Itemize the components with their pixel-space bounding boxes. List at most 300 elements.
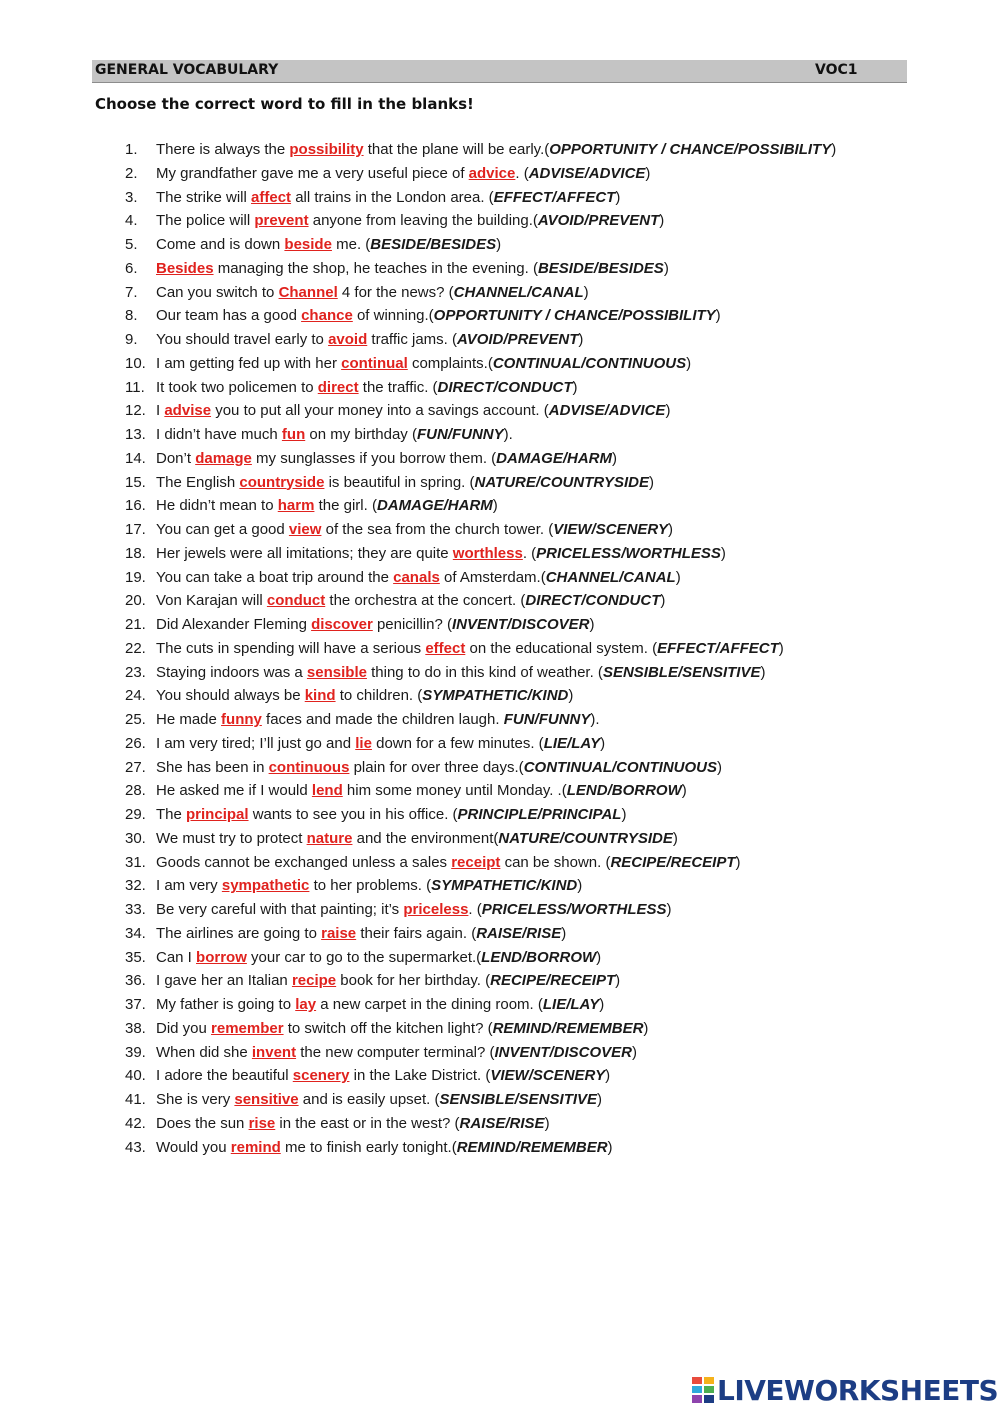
list-item xyxy=(0,1017,1000,1041)
sentence-before: Goods cannot be exchanged unless a sales xyxy=(156,853,452,871)
answer-word: sympathetic xyxy=(221,877,310,895)
sentence-after: a new carpet in the dining room. ( xyxy=(316,996,543,1013)
sentence-after: my sunglasses if you borrow them. ( xyxy=(251,449,497,467)
sentence-before: The police will xyxy=(156,212,255,230)
item-number: 41. xyxy=(125,1091,146,1108)
answer-options: LIE/LAY xyxy=(542,996,600,1013)
list-item xyxy=(0,993,1000,1017)
answer-word: advise xyxy=(164,402,212,420)
closing-punctuation: ) xyxy=(660,592,666,610)
answer-word: lie xyxy=(355,734,372,752)
closing-punctuation: ) xyxy=(615,972,621,990)
closing-punctuation: ) xyxy=(665,402,671,420)
answer-word: advice xyxy=(468,164,516,182)
closing-punctuation: ) xyxy=(578,331,584,348)
list-item xyxy=(0,304,1000,328)
closing-punctuation: ) xyxy=(544,1114,550,1132)
answer-word: borrow xyxy=(196,948,247,966)
list-item xyxy=(0,708,1000,732)
sentence-after: the new computer terminal? ( xyxy=(296,1043,495,1061)
list-item xyxy=(0,732,1000,756)
list-item xyxy=(0,922,1000,946)
answer-options: OPPORTUNITY / CHANCE/POSSIBILITY xyxy=(549,141,832,158)
closing-punctuation: ) xyxy=(686,354,692,372)
sentence-before: I am very tired; I’ll just go and xyxy=(156,734,356,752)
item-sentence xyxy=(156,257,669,281)
item-number: 12. xyxy=(125,402,146,420)
item-number: 26. xyxy=(125,734,146,752)
sentence-after: your car to go to the supermarket.( xyxy=(246,948,482,966)
list-item xyxy=(0,898,1000,922)
item-sentence xyxy=(156,304,721,328)
sentence-after: of the sea from the church tower. ( xyxy=(321,521,554,538)
item-sentence xyxy=(156,827,678,851)
list-item xyxy=(0,447,1000,471)
answer-options: LEND/BORROW xyxy=(481,948,597,966)
sentence-before: There is always the xyxy=(156,141,290,158)
answer-word: nature xyxy=(306,829,353,847)
sentence-after: me. ( xyxy=(331,236,371,253)
answer-word: remember xyxy=(211,1019,284,1037)
item-number: 38. xyxy=(125,1019,146,1037)
answer-options: FUN/FUNNY xyxy=(416,426,504,443)
list-item xyxy=(0,684,1000,708)
sentence-before: Be very careful with that painting; it’s xyxy=(156,901,404,918)
liveworksheets-logo-text: LIVEWORKSHEETS xyxy=(717,1373,999,1407)
closing-punctuation: ) xyxy=(496,236,502,253)
answer-word: sensible xyxy=(306,663,367,681)
answer-options: RECIPE/RECEIPT xyxy=(610,853,736,871)
list-item xyxy=(0,162,1000,186)
sentence-before: The airlines are going to xyxy=(156,924,322,942)
answer-options: DIRECT/CONDUCT xyxy=(437,378,573,396)
list-item xyxy=(0,494,1000,518)
closing-punctuation: ) xyxy=(648,473,654,491)
sentence-after: you to put all your money into a savings account. ( xyxy=(211,402,549,420)
sentence-before: The English xyxy=(156,473,240,491)
closing-punctuation: ) xyxy=(632,1043,638,1061)
sentence-before: I didn’t have much xyxy=(156,426,282,443)
answer-options: ADVISE/ADVICE xyxy=(528,164,646,182)
item-sentence xyxy=(156,1041,637,1065)
item-number: 9. xyxy=(125,331,138,348)
closing-punctuation: ) xyxy=(597,1091,603,1108)
item-number: 16. xyxy=(125,497,146,515)
sentence-before: Her jewels were all imitations; they are quite xyxy=(156,544,453,562)
answer-options: LEND/BORROW xyxy=(566,782,682,800)
sentence-after: all trains in the London area. ( xyxy=(291,188,494,206)
item-sentence xyxy=(156,803,626,827)
instructions: Choose the correct word to fill in the blanks! xyxy=(95,95,474,113)
answer-word: chance xyxy=(301,307,353,325)
sentence-before: Come and is down xyxy=(156,236,285,253)
answer-word: affect xyxy=(251,188,292,206)
item-sentence xyxy=(156,447,617,471)
sentence-before: When did she xyxy=(156,1043,252,1061)
item-sentence xyxy=(156,708,600,732)
answer-word: harm xyxy=(277,497,315,515)
answer-options: PRICELESS/WORTHLESS xyxy=(481,901,667,918)
sentence-before: It took two policemen to xyxy=(156,378,318,396)
item-sentence xyxy=(156,566,681,590)
item-number: 34. xyxy=(125,924,146,942)
item-number: 27. xyxy=(125,758,146,776)
item-sentence xyxy=(156,233,501,257)
answer-word: canals xyxy=(393,568,440,586)
answer-word: damage xyxy=(195,449,252,467)
closing-punctuation: ) xyxy=(645,164,651,182)
answer-options: PRICELESS/WORTHLESS xyxy=(536,544,721,562)
sentence-after: in the Lake District. ( xyxy=(349,1067,491,1085)
list-item xyxy=(0,1088,1000,1112)
sentence-before: Did Alexander Fleming xyxy=(156,616,312,633)
item-number: 28. xyxy=(125,782,146,800)
answer-options: SENSIBLE/SENSITIVE xyxy=(439,1091,598,1108)
sentence-after: in the east or in the west? ( xyxy=(275,1114,460,1132)
answer-word: funny xyxy=(221,711,262,728)
closing-punctuation: ) xyxy=(681,782,687,800)
item-sentence xyxy=(156,138,836,162)
list-item xyxy=(0,376,1000,400)
sentence-after: managing the shop, he teaches in the evening. ( xyxy=(213,259,538,277)
item-number: 10. xyxy=(125,354,146,372)
answer-word: possibility xyxy=(289,141,364,158)
item-number: 19. xyxy=(125,568,146,586)
item-number: 37. xyxy=(125,996,146,1013)
answer-options: AVOID/PREVENT xyxy=(537,212,660,230)
sentence-before: Our team has a good xyxy=(156,307,302,325)
answer-options: RAISE/RISE xyxy=(476,924,562,942)
list-item xyxy=(0,803,1000,827)
sentence-before: Staying indoors was a xyxy=(156,663,307,681)
item-number: 21. xyxy=(125,616,146,633)
sentence-before: My father is going to xyxy=(156,996,296,1013)
item-number: 8. xyxy=(125,307,138,325)
item-number: 1. xyxy=(125,141,138,158)
item-number: 15. xyxy=(125,473,146,491)
list-item xyxy=(0,423,1000,447)
answer-options: DAMAGE/HARM xyxy=(376,497,493,515)
worksheet-title: GENERAL VOCABULARY xyxy=(95,62,279,78)
item-sentence xyxy=(156,756,722,780)
answer-word: Besides xyxy=(156,259,214,277)
sentence-after: me to finish early tonight.( xyxy=(280,1138,457,1156)
answer-word: principal xyxy=(186,806,249,823)
sentence-before: I adore the beautiful xyxy=(156,1067,293,1085)
closing-punctuation: ) xyxy=(605,1067,611,1085)
item-number: 32. xyxy=(125,877,146,895)
item-number: 31. xyxy=(125,853,146,871)
closing-punctuation: ) xyxy=(663,259,669,277)
item-number: 18. xyxy=(125,544,146,562)
answer-options: EFFECT/AFFECT xyxy=(493,188,616,206)
answer-word: receipt xyxy=(451,853,501,871)
closing-punctuation: ) xyxy=(717,758,723,776)
item-number: 17. xyxy=(125,521,146,538)
item-number: 5. xyxy=(125,236,138,253)
item-number: 14. xyxy=(125,449,146,467)
sentence-before: The cuts in spending will have a serious xyxy=(156,639,426,657)
sentence-before: You can get a good xyxy=(156,521,289,538)
sentence-before: The xyxy=(156,806,187,823)
item-sentence xyxy=(156,494,498,518)
sentence-after: . ( xyxy=(468,901,482,918)
sentence-before: Can you switch to xyxy=(156,283,279,301)
sentence-after: the traffic. ( xyxy=(358,378,438,396)
answer-options: CONTINUAL/CONTINUOUS xyxy=(523,758,718,776)
item-number: 39. xyxy=(125,1043,146,1061)
closing-punctuation: ) xyxy=(611,449,617,467)
answer-options: PRINCIPLE/PRINCIPAL xyxy=(457,806,622,823)
list-item xyxy=(0,257,1000,281)
sentence-after: that the plane will be early.( xyxy=(363,141,550,158)
closing-punctuation: ) xyxy=(572,378,578,396)
answer-word: scenery xyxy=(292,1067,350,1085)
item-number: 25. xyxy=(125,711,146,728)
sentence-before: Would you xyxy=(156,1138,231,1156)
answer-word: discover xyxy=(311,616,373,633)
sentence-after: complaints.( xyxy=(407,354,493,372)
item-sentence xyxy=(156,281,589,305)
item-number: 23. xyxy=(125,663,146,681)
item-sentence xyxy=(156,471,654,495)
sentence-before: I am getting fed up with her xyxy=(156,354,342,372)
answer-word: fun xyxy=(281,426,306,443)
closing-punctuation: ) xyxy=(561,924,567,942)
list-item xyxy=(0,756,1000,780)
closing-punctuation: ) xyxy=(666,901,672,918)
list-item xyxy=(0,851,1000,875)
sentence-after: on the educational system. ( xyxy=(465,639,658,657)
list-item xyxy=(0,471,1000,495)
item-sentence xyxy=(156,946,601,970)
item-sentence xyxy=(156,376,578,400)
answer-options: CONTINUAL/CONTINUOUS xyxy=(492,354,687,372)
answer-word: recipe xyxy=(291,972,337,990)
answer-word: lay xyxy=(295,996,317,1013)
answer-word: kind xyxy=(304,687,336,705)
sentence-before: He asked me if I would xyxy=(156,782,312,800)
list-item xyxy=(0,399,1000,423)
sentence-after: to children. ( xyxy=(335,687,423,705)
closing-punctuation: ) xyxy=(760,663,766,681)
item-sentence xyxy=(156,1088,602,1112)
item-sentence xyxy=(156,186,620,210)
list-item xyxy=(0,779,1000,803)
closing-punctuation: ) xyxy=(596,948,602,966)
answer-options: NATURE/COUNTRYSIDE xyxy=(498,829,673,847)
list-item xyxy=(0,946,1000,970)
list-item xyxy=(0,969,1000,993)
answer-word: rise xyxy=(248,1114,276,1132)
sentence-after: penicillin? ( xyxy=(372,616,452,633)
answer-word: invent xyxy=(251,1043,297,1061)
closing-punctuation: ). xyxy=(503,426,513,443)
sentence-before: I xyxy=(156,402,165,420)
item-number: 40. xyxy=(125,1067,146,1085)
list-item xyxy=(0,1112,1000,1136)
list-item xyxy=(0,209,1000,233)
answer-options: INVENT/DISCOVER xyxy=(494,1043,633,1061)
answer-options: DIRECT/CONDUCT xyxy=(525,592,661,610)
sentence-before: She has been in xyxy=(156,758,269,776)
answer-word: countryside xyxy=(239,473,325,491)
list-item xyxy=(0,542,1000,566)
item-sentence xyxy=(156,637,784,661)
list-item xyxy=(0,518,1000,542)
sentence-after: down for a few minutes. ( xyxy=(371,734,544,752)
sentence-after: is beautiful in spring. ( xyxy=(324,473,475,491)
sentence-after: him some money until Monday. .( xyxy=(342,782,567,800)
answer-word: remind xyxy=(230,1138,281,1156)
sentence-after: . ( xyxy=(522,544,537,562)
item-sentence xyxy=(156,732,605,756)
closing-punctuation: ). xyxy=(590,711,600,728)
closing-punctuation: ) xyxy=(715,307,721,325)
sentence-after: faces and made the children laugh. xyxy=(261,711,504,728)
item-sentence xyxy=(156,922,566,946)
sentence-before: The strike will xyxy=(156,188,252,206)
answer-word: worthless xyxy=(452,544,523,562)
answer-options: CHANNEL/CANAL xyxy=(545,568,676,586)
liveworksheets-logo xyxy=(692,1373,998,1407)
item-number: 43. xyxy=(125,1138,146,1156)
sentence-after: to switch off the kitchen light? ( xyxy=(283,1019,493,1037)
closing-punctuation: ) xyxy=(672,829,678,847)
sentence-before: She is very xyxy=(156,1091,235,1108)
item-number: 4. xyxy=(125,212,138,230)
sentence-after: . ( xyxy=(515,164,529,182)
item-sentence xyxy=(156,1136,613,1160)
answer-options: LIE/LAY xyxy=(543,734,601,752)
item-sentence xyxy=(156,661,765,685)
sentence-after: to her problems. ( xyxy=(309,877,432,895)
closing-punctuation: ) xyxy=(492,497,498,515)
sentence-before: Can I xyxy=(156,948,197,966)
answer-word: Channel xyxy=(278,283,338,301)
answer-word: view xyxy=(288,521,322,538)
list-item xyxy=(0,613,1000,637)
question-list xyxy=(0,138,1000,1159)
sentence-before: I am very xyxy=(156,877,222,895)
answer-word: prevent xyxy=(254,212,309,230)
item-number: 42. xyxy=(125,1114,146,1132)
item-number: 3. xyxy=(125,188,138,206)
worksheet-code: VOC1 xyxy=(815,62,858,78)
item-sentence xyxy=(156,542,726,566)
item-sentence xyxy=(156,1112,550,1136)
answer-options: REMIND/REMEMBER xyxy=(492,1019,644,1037)
sentence-after: their fairs again. ( xyxy=(356,924,477,942)
item-number: 33. xyxy=(125,901,146,918)
answer-options: VIEW/SCENERY xyxy=(553,521,668,538)
answer-word: effect xyxy=(425,639,466,657)
closing-punctuation: ) xyxy=(615,188,621,206)
item-sentence xyxy=(156,328,583,352)
answer-options: SYMPATHETIC/KIND xyxy=(422,687,569,705)
item-sentence xyxy=(156,162,650,186)
answer-options: REMIND/REMEMBER xyxy=(456,1138,608,1156)
list-item xyxy=(0,637,1000,661)
sentence-before: You can take a boat trip around the xyxy=(156,568,394,586)
list-item xyxy=(0,1041,1000,1065)
sentence-after: thing to do in this kind of weather. ( xyxy=(366,663,603,681)
closing-punctuation: ) xyxy=(643,1019,649,1037)
item-sentence xyxy=(156,874,582,898)
list-item xyxy=(0,352,1000,376)
item-sentence xyxy=(156,399,670,423)
answer-options: VIEW/SCENERY xyxy=(490,1067,606,1085)
closing-punctuation: ) xyxy=(735,853,741,871)
answer-options: OPPORTUNITY / CHANCE/POSSIBILITY xyxy=(433,307,716,325)
list-item xyxy=(0,874,1000,898)
answer-word: raise xyxy=(321,924,357,942)
closing-punctuation: ) xyxy=(621,806,627,823)
item-number: 22. xyxy=(125,639,146,657)
item-sentence xyxy=(156,851,741,875)
answer-options: BESIDE/BESIDES xyxy=(370,236,497,253)
sentence-before: Don’t xyxy=(156,449,196,467)
closing-punctuation: ) xyxy=(778,639,784,657)
item-number: 30. xyxy=(125,829,146,847)
closing-punctuation: ) xyxy=(599,996,605,1013)
item-sentence xyxy=(156,589,665,613)
closing-punctuation: ) xyxy=(600,734,606,752)
sentence-after: 4 for the news? ( xyxy=(337,283,454,301)
item-sentence xyxy=(156,779,687,803)
sentence-before: We must try to protect xyxy=(156,829,307,847)
list-item xyxy=(0,281,1000,305)
item-sentence xyxy=(156,969,620,993)
item-number: 2. xyxy=(125,164,138,182)
answer-word: continuous xyxy=(268,758,350,776)
answer-word: continual xyxy=(341,354,408,372)
list-item xyxy=(0,328,1000,352)
sentence-after: and the environment( xyxy=(352,829,499,847)
sentence-before: My grandfather gave me a very useful piece of xyxy=(156,164,469,182)
closing-punctuation: ) xyxy=(589,616,595,633)
answer-options: CHANNEL/CANAL xyxy=(453,283,584,301)
answer-word: direct xyxy=(317,378,359,396)
sentence-before: I gave her an Italian xyxy=(156,972,292,990)
sentence-after: anyone from leaving the building.( xyxy=(308,212,538,230)
list-item xyxy=(0,589,1000,613)
item-number: 6. xyxy=(125,259,138,277)
answer-word: sensitive xyxy=(234,1091,299,1108)
answer-options: EFFECT/AFFECT xyxy=(657,639,779,657)
closing-punctuation: ) xyxy=(607,1138,613,1156)
item-sentence xyxy=(156,993,604,1017)
closing-punctuation: ) xyxy=(583,283,589,301)
sentence-after: wants to see you in his office. ( xyxy=(248,806,458,823)
sentence-before: You should always be xyxy=(156,687,305,705)
answer-word: conduct xyxy=(266,592,326,610)
sentence-before: He didn’t mean to xyxy=(156,497,278,515)
answer-options: RAISE/RISE xyxy=(459,1114,545,1132)
sentence-after: book for her birthday. ( xyxy=(336,972,491,990)
header-bar xyxy=(92,60,907,83)
sentence-after: on my birthday ( xyxy=(305,426,417,443)
sentence-after: the orchestra at the concert. ( xyxy=(325,592,526,610)
answer-options: ADVISE/ADVICE xyxy=(548,402,666,420)
liveworksheets-logo-icon xyxy=(692,1377,714,1403)
answer-options: RECIPE/RECEIPT xyxy=(490,972,616,990)
answer-options: FUN/FUNNY xyxy=(503,711,591,728)
item-sentence xyxy=(156,898,672,922)
item-number: 13. xyxy=(125,426,146,443)
answer-options: NATURE/COUNTRYSIDE xyxy=(474,473,649,491)
list-item xyxy=(0,233,1000,257)
